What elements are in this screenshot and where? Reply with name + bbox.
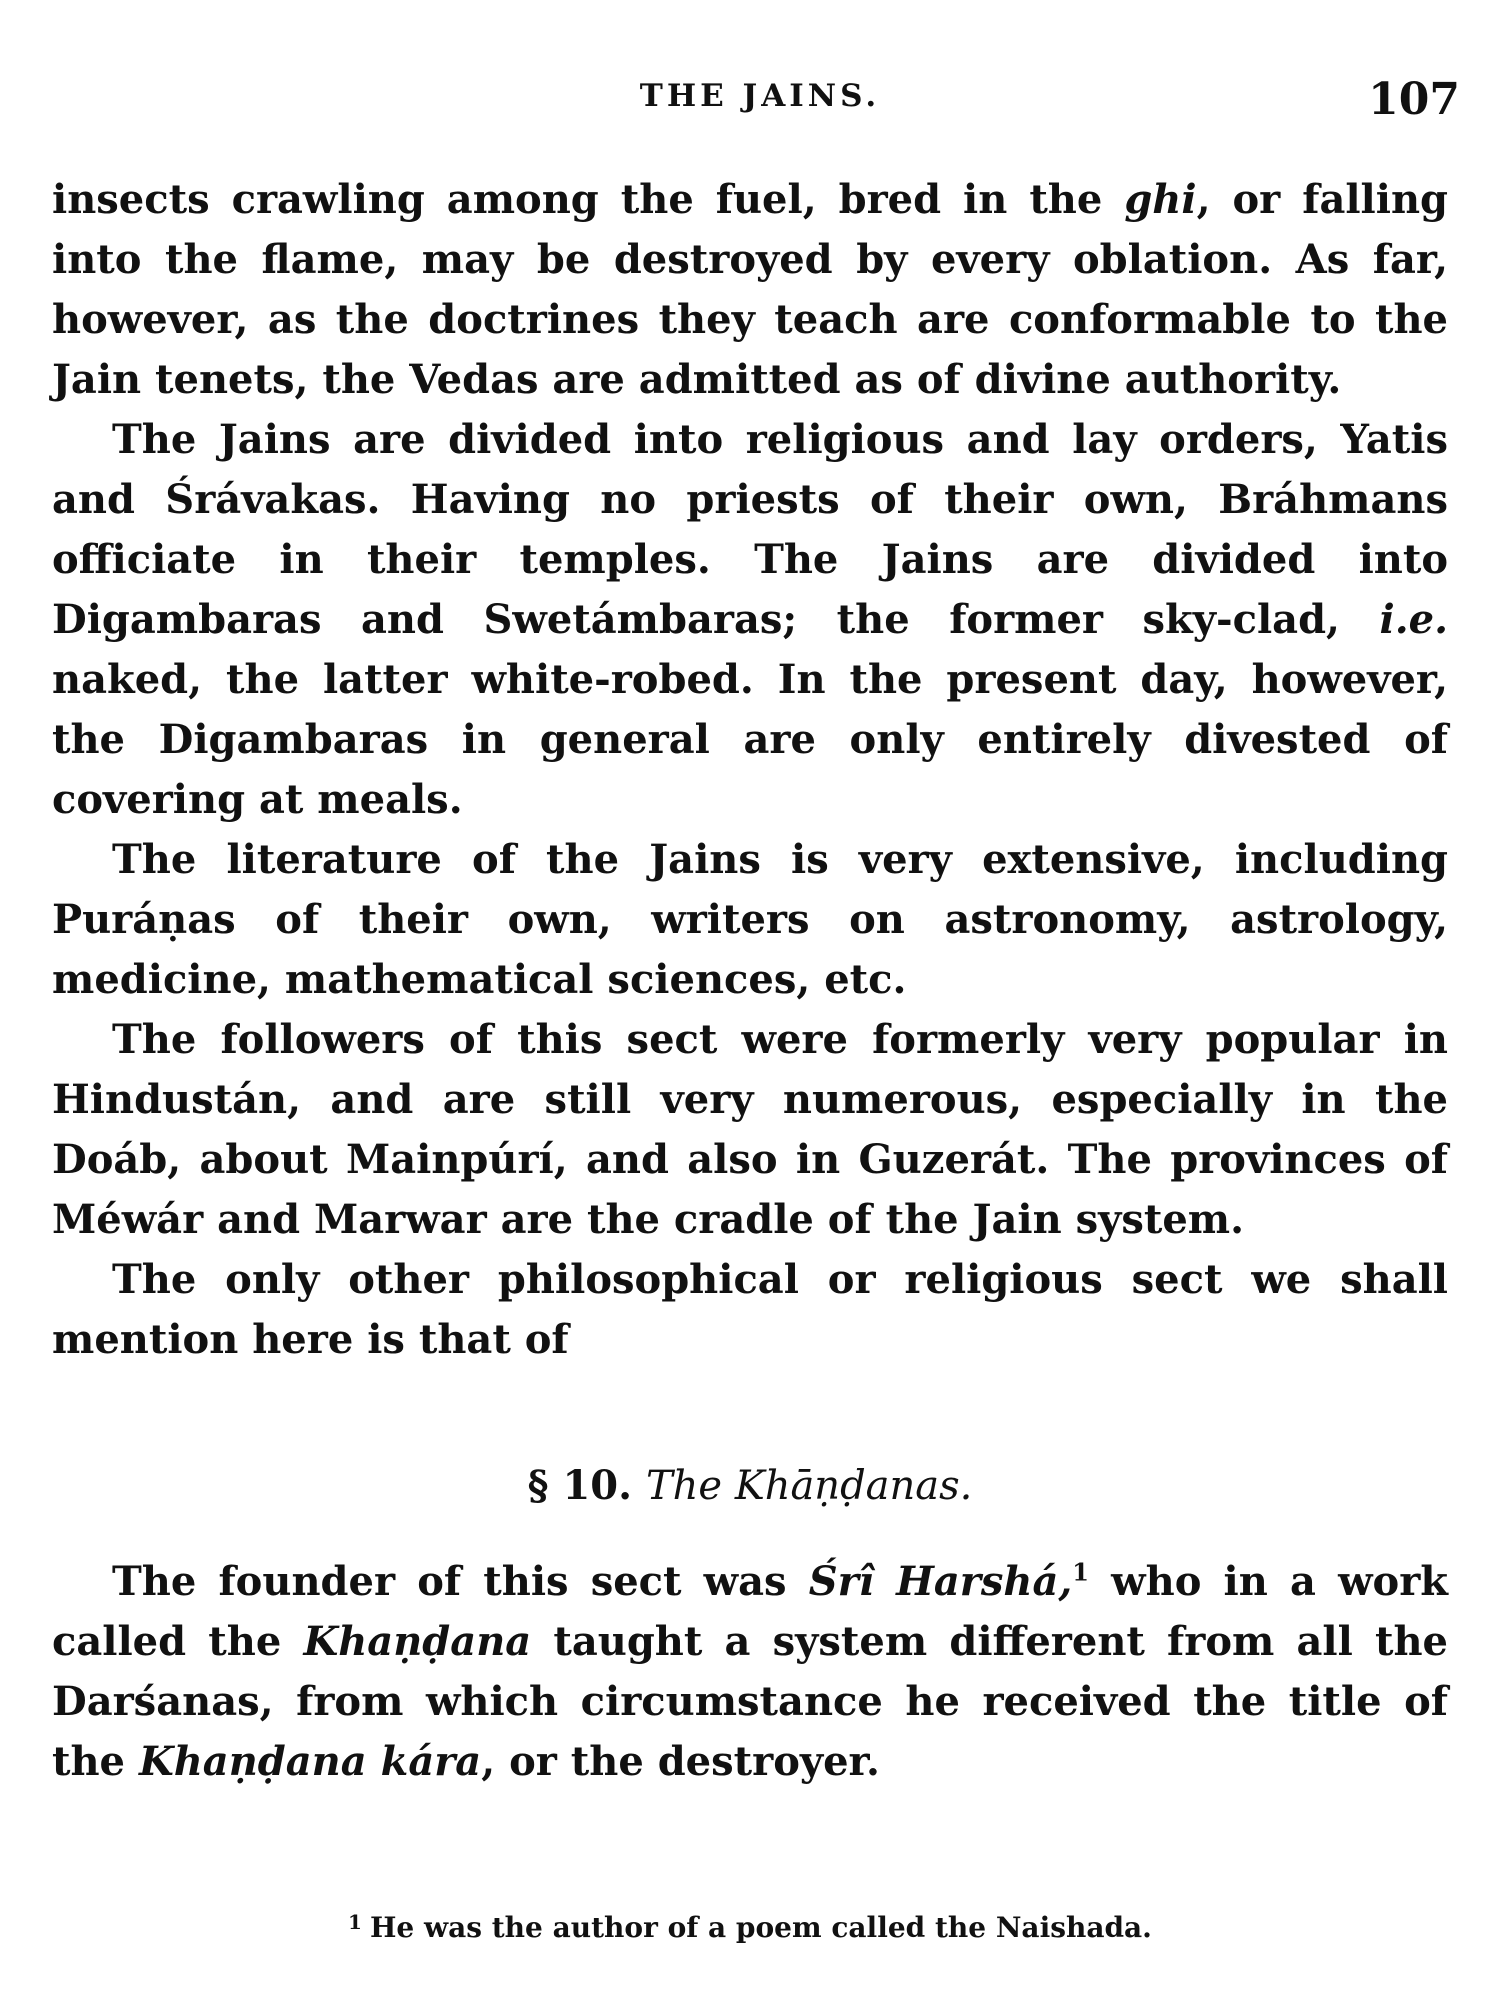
paragraph-1 [52, 170, 1448, 410]
text-segment: , or the destroyer. [481, 1738, 880, 1785]
paragraph-2 [52, 410, 1448, 830]
text-segment: The only other philosophical or religious sect we shall mention here is that of [52, 1256, 1448, 1363]
text-segment: naked, the latter white-robed. In the present day, however, the Digambaras in general are only entirely divested of covering at meals. [52, 656, 1448, 823]
paragraph-6 [52, 1552, 1448, 1792]
text-segment: taught a system different from all the Darśanas, from which circumstance he received the title of the [52, 1618, 1448, 1785]
text-segment: The followers of this sect were formerly very popular in Hindustán, and are still very numerous, especially in the Doáb, about Mainpúrí, and also in Guzerát. The provinces of Méwár and Marwar are the cradle of the Jain system. [52, 1016, 1448, 1243]
footnote-reference: 1 [1072, 1557, 1089, 1587]
text-segment: The founder of this sect was [112, 1558, 809, 1605]
paragraph-5 [52, 1250, 1448, 1370]
footnote-text: He was the author of a poem called the Naishada. [369, 1911, 1152, 1944]
text-segment: The Jains are divided into religious and lay orders, Yatis and Śrávakas. Having no priests of their own, Bráhmans officiate in their temples. The Jains are divided into Digambaras and Swetámbaras; the former sky-clad, [52, 416, 1448, 643]
text-segment: , or falling into the flame, may be destroyed by every oblation. As far, however, as the doctrines they teach are conformable to the Jain tenets, the Vedas are admitted as of divine authority. [52, 176, 1448, 403]
footnote [52, 1910, 1448, 1944]
paragraph-4 [52, 1010, 1448, 1250]
text-segment: who in a work called the [52, 1558, 1448, 1665]
section-title: The Khāṇḍanas. [645, 1463, 973, 1509]
running-head [0, 74, 1500, 134]
paragraph-3 [52, 830, 1448, 1010]
italic-term: Khaṇḍana kára [138, 1738, 482, 1785]
body-text [52, 170, 1448, 1792]
text-segment: insects crawling among the fuel, bred in the [52, 176, 1125, 223]
page-number: 107 [1368, 74, 1460, 125]
text-segment: The literature of the Jains is very extensive, including Puráṇas of their own, writers on astronomy, astrology, medicine, mathematical sciences, etc. [52, 836, 1448, 1003]
italic-term: i.e. [1379, 596, 1448, 643]
footnote-marker: 1 [348, 1910, 362, 1934]
italic-term: Khaṇḍana [303, 1618, 532, 1665]
section-number: § 10. [527, 1462, 633, 1509]
italic-term: ghi [1124, 176, 1197, 223]
running-title: THE JAINS. [639, 78, 881, 114]
section-heading [52, 1456, 1448, 1516]
italic-term: Śrî Harshá, [808, 1558, 1073, 1605]
